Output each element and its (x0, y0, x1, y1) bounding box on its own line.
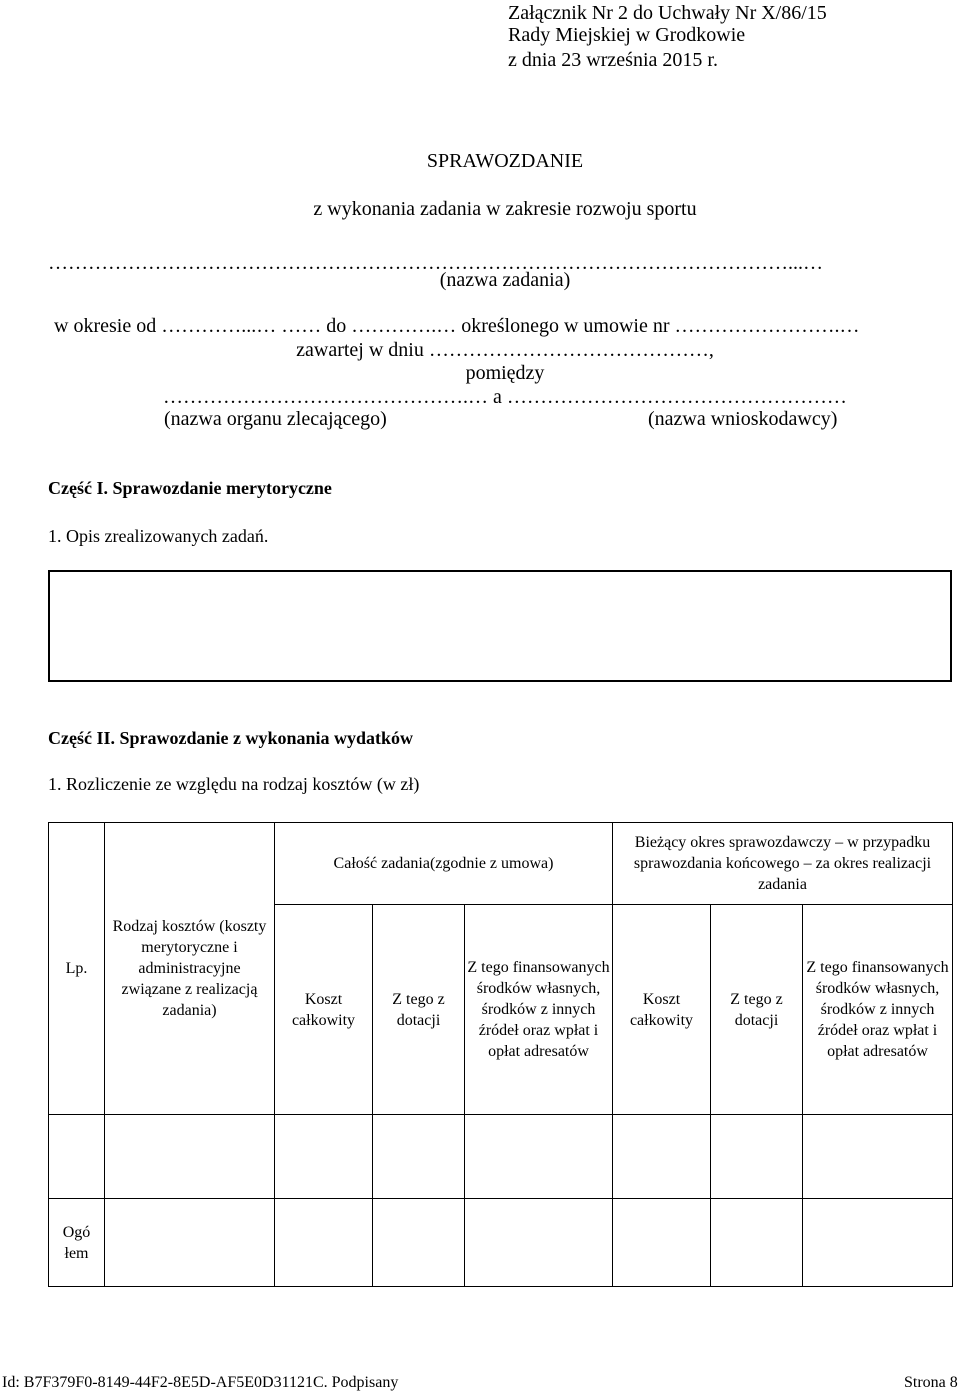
part1-item1: 1. Opis zrealizowanych zadań. (48, 526, 269, 546)
total-cell[interactable] (711, 1199, 803, 1287)
document-subtitle: z wykonania zadania w zakresie rozwoju sportu (313, 198, 697, 220)
total-cell[interactable] (373, 1199, 465, 1287)
header-line-3: z dnia 23 września 2015 r. (508, 49, 718, 71)
part2-item1: 1. Rozliczenie ze względu na rodzaj kosztów (w zł) (48, 774, 420, 794)
table-row (49, 1115, 953, 1199)
period-from-grant-header: Z tego z dotacji (711, 905, 803, 1115)
cost-type-header: Rodzaj kosztów (koszty merytoryczne i administracyjne związane z realizacją zadania) (105, 823, 275, 1115)
total-cell[interactable] (275, 1199, 373, 1287)
table-cell[interactable] (803, 1115, 953, 1199)
table-cell[interactable] (49, 1115, 105, 1199)
table-cell[interactable] (105, 1115, 275, 1199)
period-line: w okresie od …………...… …… do ………….… określonego w umowie nr …………………….… (54, 315, 860, 337)
whole-task-header: Całość zadania(zgodnie z umowa) (275, 823, 613, 905)
header-line-2: Rady Miejskiej w Grodkowie (508, 24, 746, 46)
between-label: pomiędzy (465, 362, 545, 384)
total-cell[interactable] (105, 1199, 275, 1287)
current-period-header: Bieżący okres sprawozdawczy – w przypadku sprawozdania końcowego – za okres realizacji zadania (613, 823, 953, 905)
period-from-own-header: Z tego finansowanych środków własnych, środków z innych źródeł oraz wpłat i opłat adresatów (803, 905, 953, 1115)
document-title: SPRAWOZDANIE (426, 150, 584, 172)
table-cell[interactable] (613, 1115, 711, 1199)
task-name-caption: (nazwa zadania) (439, 269, 571, 291)
table-cell[interactable] (373, 1115, 465, 1199)
whole-from-own-header: Z tego finansowanych środków własnych, środków z innych źródeł oraz wpłat i opłat adresatów (465, 905, 613, 1115)
lp-header: Lp. (49, 823, 105, 1115)
description-box[interactable] (48, 570, 952, 682)
whole-from-grant-header: Z tego z dotacji (373, 905, 465, 1115)
parties-dots: ……………………………………….… a …………………………………………… (163, 386, 847, 408)
applicant-caption: (nazwa wnioskodawcy) (648, 408, 838, 430)
table-cell[interactable] (275, 1115, 373, 1199)
total-label: Ogó łem (49, 1199, 105, 1287)
page-number: Strona 8 (904, 1374, 958, 1391)
part2-heading: Część II. Sprawozdanie z wykonania wydatków (48, 728, 414, 748)
period-total-cost-header: Koszt całkowity (613, 905, 711, 1115)
total-cell[interactable] (465, 1199, 613, 1287)
costs-table (48, 822, 953, 1287)
signature-id: Id: B7F379F0-8149-44F2-8E5D-AF5E0D31121C. Podpisany (2, 1374, 399, 1391)
total-cell[interactable] (803, 1199, 953, 1287)
total-cell[interactable] (613, 1199, 711, 1287)
whole-total-cost-header: Koszt całkowity (275, 905, 373, 1115)
table-cell[interactable] (711, 1115, 803, 1199)
part1-heading: Część I. Sprawozdanie merytoryczne (48, 478, 332, 498)
organ-caption: (nazwa organu zlecającego) (164, 408, 387, 430)
header-line-1: Załącznik Nr 2 do Uchwały Nr X/86/15 (508, 2, 827, 24)
total-row (49, 1199, 953, 1287)
table-cell[interactable] (465, 1115, 613, 1199)
task-name-dots: …………………………………………………………………………………………………...… (48, 252, 823, 274)
contract-date-line: zawartej w dniu ……………………………………, (296, 339, 714, 361)
